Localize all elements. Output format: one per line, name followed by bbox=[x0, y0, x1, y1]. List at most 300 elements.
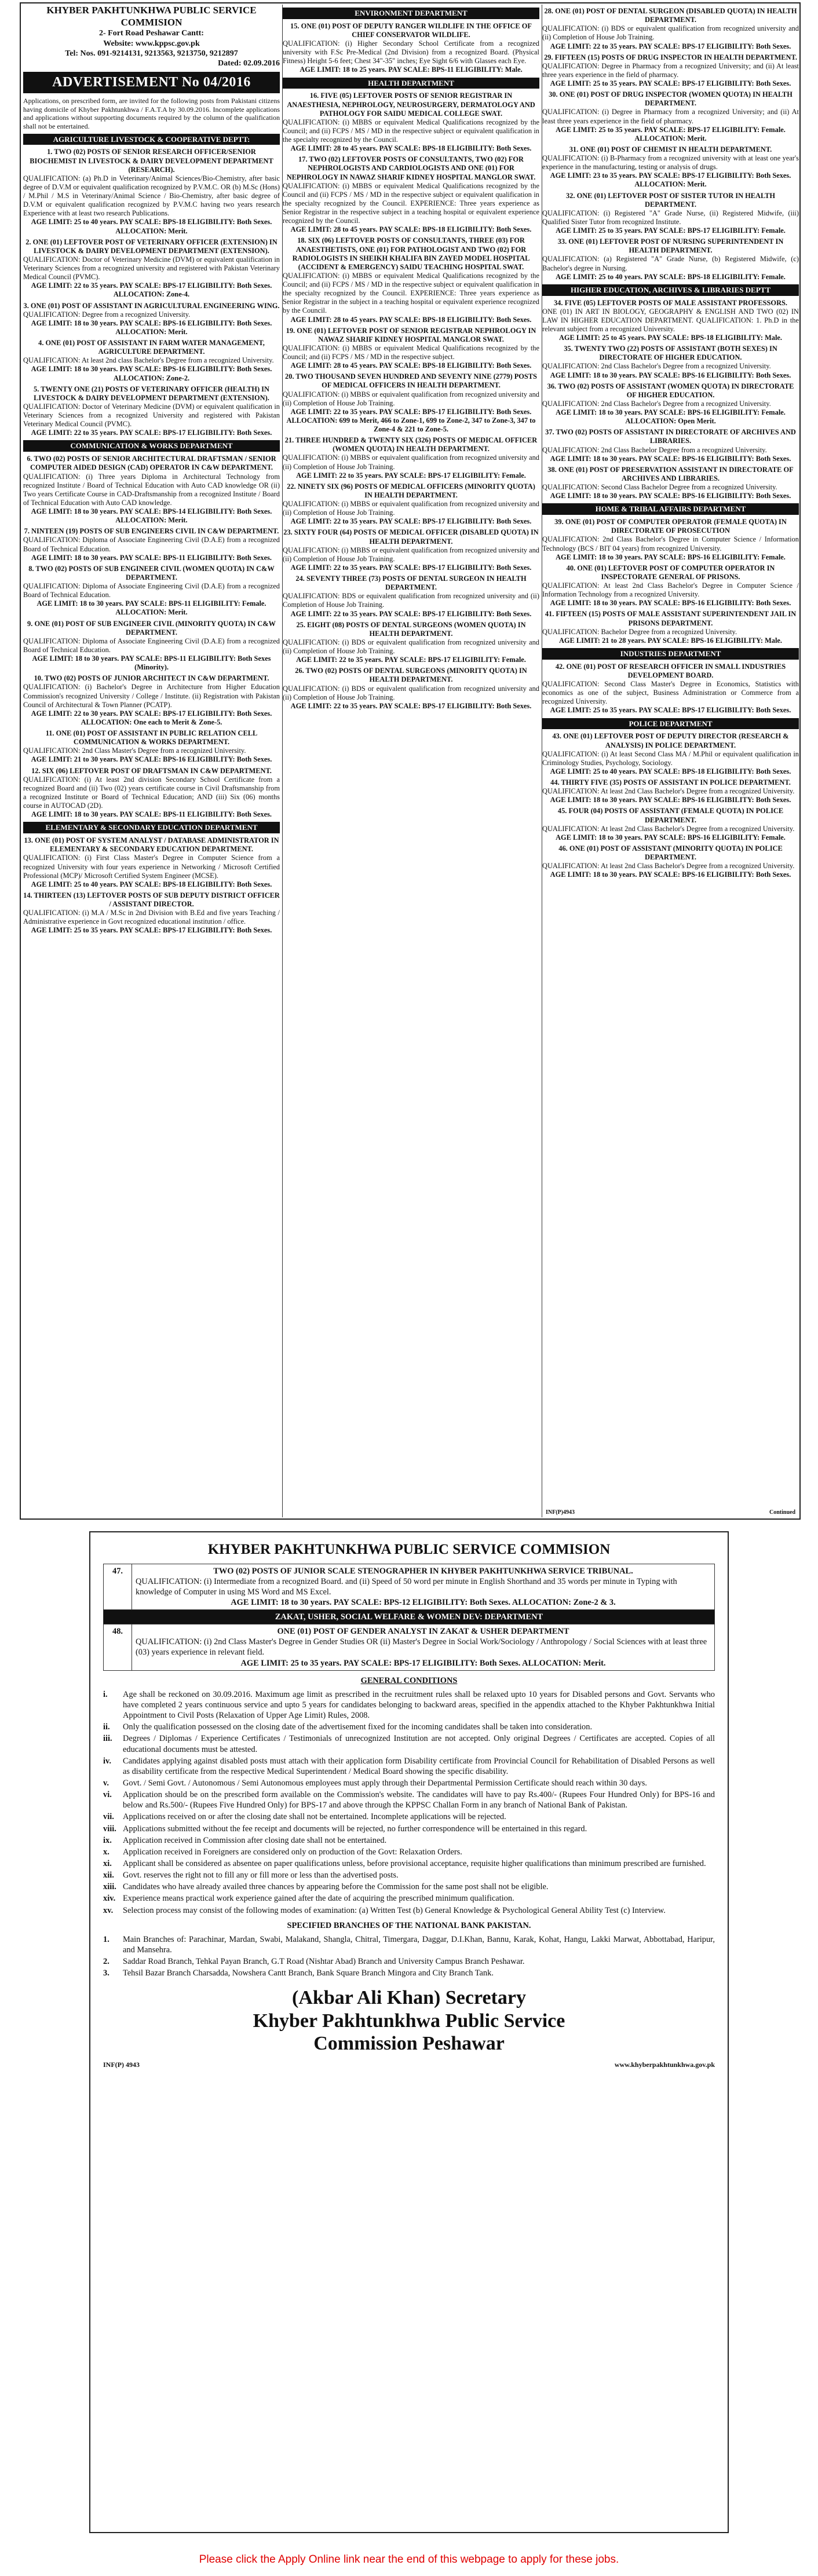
condition-item bbox=[103, 1893, 715, 1904]
post-title bbox=[283, 482, 539, 500]
post-number: 10. bbox=[34, 674, 45, 683]
apply-online-banner[interactable]: Please click the Apply Online link near the end of this webpage to apply for these jobs. bbox=[199, 2553, 619, 2566]
post-title-text: ONE (01) LEFTOVER POST OF COMPUTER OPERATOR IN INSPECTORATE GENERAL OF PRISONS. bbox=[577, 564, 775, 581]
job-post bbox=[542, 192, 799, 236]
condition-item bbox=[103, 1858, 715, 1869]
post-number: 23. bbox=[283, 528, 294, 537]
condition-item bbox=[103, 1835, 715, 1846]
post-meta: AGE LIMIT: 22 to 35 years. PAY SCALE: BPS-17 ELIGIBILITY: Both Sexes. bbox=[290, 563, 532, 572]
post-number: 40. bbox=[566, 564, 578, 572]
post-title bbox=[23, 620, 280, 637]
condition-text: Degrees / Diplomas / Experience Certificates / Testimonials of unrecognized Institution are not accepted. Only original Degrees / Certificates are accepted. Copies of all educational documents must be attested. bbox=[123, 1734, 715, 1754]
post-title bbox=[542, 844, 799, 862]
post-title-text: ONE (01) POST OF ASSISTANT (MINORITY QUOTA) IN POLICE DEPARTMENT. bbox=[569, 844, 783, 862]
post-title bbox=[542, 90, 799, 108]
job-post bbox=[542, 428, 799, 463]
post-qualification: QUALIFICATION: At least 2nd Class Bachelor's Degree from a recognized University. bbox=[542, 862, 795, 870]
column-3 bbox=[542, 5, 799, 1517]
condition-text: Experience means practical work experience gained after the date of acquiring the prescribed minimum qualification. bbox=[123, 1894, 514, 1904]
condition-item bbox=[103, 1882, 715, 1892]
post-title bbox=[23, 836, 280, 854]
post-cell bbox=[132, 1624, 715, 1671]
post-title-text: FIVE (05) LEFTOVER POSTS OF SENIOR REGISTRAR IN ANAESTHESIA, NEPHROLOGY, NEUROSURGERY, DERMATOLOGY AND PATHOLOGY FOR SAIDU MEDICAL COLLEGE SWAT. bbox=[287, 92, 535, 118]
intro-text: Applications, on prescribed form, are invited for the following posts from Pakistani citizens having domicile of Khyber Pakhtunkhwa / F.A.T.A by 30.09.2016. Incomplete applications and applications without supporting documents required by the column of the qualification shall not be entertained. bbox=[23, 97, 280, 130]
post-meta: AGE LIMIT: 25 to 35 years. PAY SCALE: BPS-17 ELIGIBILITY: Both Sexes. ALLOCATION: Merit. bbox=[240, 1658, 606, 1668]
post-title bbox=[542, 345, 799, 362]
post-qualification: QUALIFICATION: Second Class Master's Degree in Economics, Statistics with economics as one of the subject, Business Administration or Commerce from a recognized University. bbox=[542, 680, 799, 706]
condition-item bbox=[103, 1722, 715, 1732]
post-number: 1. bbox=[47, 148, 54, 156]
post-title bbox=[23, 455, 280, 472]
condition-number: xiv. bbox=[103, 1894, 116, 1904]
post-title-text: SIX (06) LEFTOVER POST OF DRAFTSMAN IN C&W DEPARTMENT. bbox=[42, 766, 272, 775]
post-number: 25. bbox=[296, 620, 308, 629]
post-meta: AGE LIMIT: 18 to 30 years. PAY SCALE: BPS-16 ELIGIBILITY: Both Sexes. ALLOCATION: Merit. bbox=[31, 319, 272, 336]
job-post bbox=[542, 518, 799, 562]
condition-number: iv. bbox=[103, 1756, 111, 1766]
post-number: 9. bbox=[27, 619, 35, 628]
post-title-text: ONE (01) POST OF COMPUTER OPERATOR (FEMALE QUOTA) IN DIRECTORATE OF PROSECUTION bbox=[565, 518, 787, 535]
post-meta: AGE LIMIT: 22 to 35 years. PAY SCALE: BPS-17 ELIGIBILITY: Female. bbox=[296, 471, 526, 480]
post-title-text: THIRTY FIVE (35) POSTS OF ASSISTANT IN POLICE DEPARTMENT. bbox=[561, 778, 791, 787]
post-number: 15. bbox=[290, 21, 301, 30]
branch-text: Main Branches of: Parachinar, Mardan, Swabi, Malakand, Shangla, Chitral, Timergara, Daggar, D.I.Khan, Bannu, Karak, Kohat, Hangu, Lakki Marwat, Abbottabad, Haripur, and Mansehra. bbox=[123, 1934, 715, 1955]
post-number: 47. bbox=[104, 1564, 132, 1610]
post-meta: AGE LIMIT: 25 to 45 years. PAY SCALE: BPS-18 ELIGIBILITY: Male. bbox=[558, 334, 783, 342]
post-title-text: ONE (01) POST OF ASSISTANT IN FARM WATER MANAGEMENT, AGRICULTURE DEPARTMENT. bbox=[45, 339, 265, 356]
post-number: 44. bbox=[550, 778, 561, 787]
post-title-text: ONE (01) POST OF SYSTEM ANALYST / DATABASE ADMINISTRATOR IN ELEMENTARY & SECONDARY EDUCATION DEPARTMENT. bbox=[35, 836, 279, 854]
post-qualification: ONE (01) IN ART IN BIOLOGY, GEOGRAPHY & ENGLISH AND TWO (02) IN LAW IN HIGHER EDUCATION DEPARTMENT. QUALIFICATION: 1. Ph.D in the relevant subject from a recognized University. bbox=[542, 307, 799, 333]
post-meta: AGE LIMIT: 25 to 40 years. PAY SCALE: BPS-18 ELIGIBILITY: Both Sexes. ALLOCATION: Merit. bbox=[31, 218, 272, 235]
post-qualification: QUALIFICATION: (i) Three years Diploma in Architectural Technology from recognized Institute / Board of Technical Education with Auto CAD knowledge OR (ii) Two years Certificate Course in CAD-Draftsmanship from a recognized Institute / Board of Technical Education with Auto CAD knowledge. bbox=[23, 472, 280, 507]
job-post bbox=[283, 436, 539, 480]
post-title-text: ONE (01) POST OF DEPUTY RANGER WILDLIFE IN THE OFFICE OF CHIEF CONSERVATOR WILDLIFE. bbox=[301, 21, 532, 39]
post-qualification: QUALIFICATION: (i) MBBS or equivalent qualification from recognized university and (ii) Completion of House Job Training. bbox=[283, 500, 539, 517]
post-meta: AGE LIMIT: 18 to 30 years. PAY SCALE: BPS-16 ELIGIBILITY: Female. bbox=[556, 552, 786, 561]
post-title bbox=[542, 145, 799, 154]
post-title bbox=[23, 385, 280, 402]
post-meta: AGE LIMIT: 18 to 30 years. PAY SCALE: BPS-12 ELIGIBILITY: Both Sexes. ALLOCATION: Zone-2 & 3. bbox=[231, 1597, 616, 1607]
post-title-text: ONE (01) POST OF ASSISTANT IN AGRICULTURAL ENGINEERING WING. bbox=[30, 301, 280, 310]
post-number: 46. bbox=[558, 844, 569, 852]
job-post bbox=[23, 767, 280, 819]
post-number: 30. bbox=[549, 90, 560, 99]
post-title-text: ONE (01) LEFTOVER POST OF SISTER TUTOR IN HEALTH DEPARTMENT. bbox=[576, 191, 776, 208]
advertisement-title: ADVERTISEMENT No 04/2016 bbox=[23, 72, 280, 93]
job-post bbox=[23, 527, 280, 562]
job-post bbox=[542, 53, 799, 89]
post-number: 6. bbox=[27, 455, 34, 463]
post-title bbox=[23, 302, 280, 310]
post-number: 37. bbox=[545, 428, 556, 437]
header bbox=[23, 5, 280, 68]
condition-text: Candidates who have already availed three chances by appearing before the Commission for the same post shall not be eligible. bbox=[123, 1882, 549, 1892]
post-title bbox=[542, 428, 799, 445]
post-number: 41. bbox=[545, 610, 556, 619]
post-meta: AGE LIMIT: 18 to 30 years. PAY SCALE: BPS-16 ELIGIBILITY: Both Sexes. bbox=[550, 599, 791, 608]
post-title-text: TWO (02) POSTS OF SUB ENGINEER CIVIL (WOMEN QUOTA) IN C&W DEPARTMENT. bbox=[35, 564, 275, 581]
job-post bbox=[283, 22, 539, 75]
post-title bbox=[283, 155, 539, 181]
post-qualification: QUALIFICATION: Diploma of Associate Engineering Civil (D.A.E) from a recognized Board of Technical Education. bbox=[23, 636, 280, 654]
branch-text: Saddar Road Branch, Tehkal Payan Branch, G.T Road (Nishtar Abad) Branch and University Campus Branch Peshawar. bbox=[123, 1957, 525, 1967]
post-title-text: EIGHT (08) POSTS OF DENTAL SURGEONS (WOMEN QUOTA) IN HEALTH DEPARTMENT. bbox=[307, 620, 526, 638]
condition-number: viii. bbox=[103, 1824, 116, 1834]
branch-item bbox=[103, 1968, 715, 1978]
job-post bbox=[283, 482, 539, 526]
job-post bbox=[542, 90, 799, 143]
job-post bbox=[23, 729, 280, 764]
continued-label: Continued bbox=[769, 1509, 795, 1516]
post-qualification: QUALIFICATION: (i) MBBS or equivalent Medical Qualifications recognized by the Council; and (ii) FCPS / MS / MD in the respective subject or equivalent qualification in the specialty recognized by the Council. EXPERIENCE: Three years experience as Senior Registrar in the subject in a teaching hospital or equivalent experience recognized by the Council. bbox=[283, 271, 539, 315]
condition-number: xii. bbox=[103, 1871, 114, 1880]
post-meta: AGE LIMIT: 22 to 35 years. PAY SCALE: BPS-17 ELIGIBILITY: Both Sexes. bbox=[31, 429, 272, 437]
post-qualification: QUALIFICATION: Degree from a recognized University. bbox=[23, 310, 191, 319]
post-number: 13. bbox=[24, 836, 35, 845]
post-meta: AGE LIMIT: 18 to 30 years. PAY SCALE: BPS-11 ELIGIBILITY: Both Sexes. bbox=[31, 810, 272, 819]
job-post bbox=[542, 299, 799, 343]
post-number: 3. bbox=[23, 301, 31, 310]
post-number: 36. bbox=[547, 382, 558, 390]
job-post bbox=[283, 236, 539, 324]
post-number: 14. bbox=[23, 891, 34, 899]
general-conditions-title: GENERAL CONDITIONS bbox=[360, 1675, 458, 1685]
condition-text: Application should be on the prescribed form available on the Commission's website. The candidates will have to pay Rs.400/- (Rupees Four Hundred Only) for BPS-16 and below and Rs.500/- (Rupees Five Hundred Only) for BPS-17 and above through the KPPSC Challan Form in any branch of National Bank of Pakistan. bbox=[123, 1790, 715, 1810]
post-meta: AGE LIMIT: 18 to 30 years. PAY SCALE: BPS-11 ELIGIBILITY: Female. ALLOCATION: Merit. bbox=[36, 599, 266, 617]
job-post bbox=[542, 610, 799, 645]
department-heading: INDUSTRIES DEPARTMENT bbox=[542, 648, 799, 660]
post-title: ONE (01) POST OF GENDER ANALYST IN ZAKAT & USHER DEPARTMENT bbox=[277, 1627, 569, 1637]
column-2 bbox=[282, 5, 539, 1517]
department-heading: HEALTH DEPARTMENT bbox=[283, 78, 539, 89]
post-number: 39. bbox=[554, 518, 565, 526]
post-meta: AGE LIMIT: 25 to 40 years. PAY SCALE: BPS-18 ELIGIBILITY: Both Sexes. bbox=[31, 880, 272, 888]
post-qualification: QUALIFICATION: Doctor of Veterinary Medicine (DVM) or equivalent qualification in Veterinary Sciences from a recognized university and registered with Pakistan Veterinary Medical Council (PVMC). bbox=[23, 255, 280, 281]
department-heading: AGRICULTURE LIVESTOCK & COOPERATIVE DEPTT: bbox=[23, 134, 280, 145]
post-title bbox=[23, 729, 280, 747]
signature-line: (Akbar Ali Khan) Secretary bbox=[292, 1987, 526, 2009]
job-post bbox=[542, 564, 799, 608]
job-post bbox=[542, 807, 799, 842]
post-meta: AGE LIMIT: 18 to 30 years. PAY SCALE: BPS-16 ELIGIBILITY: Both Sexes. ALLOCATION: Zone-2. bbox=[31, 365, 272, 382]
post-qualification: QUALIFICATION: (i) MBBS or equivalent Medical Qualifications recognized by the Council and (ii) FCPS / MS / MD in the respective subject or equivalent qualification in the specialty recognized by the Council. EXPERIENCE: Three years experience as Senior Registrar in the respective subject in a teaching hospital or equivalent experience recognized by the Council. bbox=[283, 181, 539, 225]
post-title-text: TWO (02) POSTS OF JUNIOR ARCHITECT IN C&W DEPARTMENT. bbox=[44, 674, 269, 683]
post-number: 28. bbox=[544, 7, 556, 15]
post-qualification: QUALIFICATION: Doctor of Veterinary Medicine (DVM) or equivalent qualification in Veterinary Sciences from a recognized University and registered with Pakistan Veterinary Medical Council (PVMC). bbox=[23, 402, 280, 429]
job-post bbox=[283, 575, 539, 619]
post-qualification: QUALIFICATION: 2nd Class Bachelor's Degree from a recognized University. bbox=[542, 399, 771, 408]
post-title-text: FIFTEEN (15) POSTS OF MALE ASSISTANT SUPERINTENDENT JAIL IN PRISONS DEPARTMENT. bbox=[556, 610, 797, 627]
post-qualification: QUALIFICATION: (i) Registered "A" Grade Nurse, (ii) Registered Midwife, (iii) Qualified Sister Tutor from recognized Institute. bbox=[542, 208, 799, 226]
post-title bbox=[542, 53, 799, 62]
post-title bbox=[283, 92, 539, 118]
post-number: 38. bbox=[547, 465, 558, 474]
header-org: KHYBER PAKHTUNKHWA PUBLIC SERVICE COMMISION bbox=[46, 5, 257, 28]
condition-item bbox=[103, 1756, 715, 1777]
post-qualification: QUALIFICATION: 2nd Class Bachelor's Degree from a recognized University. bbox=[542, 362, 771, 371]
post-meta: AGE LIMIT: 25 to 35 years. PAY SCALE: BPS-17 ELIGIBILITY: Female. bbox=[556, 226, 786, 235]
condition-number: iii. bbox=[103, 1734, 112, 1744]
condition-item bbox=[103, 1812, 715, 1822]
post-title-text: ONE (01) POST OF RESEARCH OFFICER IN SMALL INDUSTRIES DEVELOPMENT BOARD. bbox=[566, 662, 786, 679]
post-qualification: QUALIFICATION: BDS or equivalent qualification from recognized university and (ii) Completion of House Job Training. bbox=[283, 592, 539, 609]
job-post bbox=[542, 382, 799, 426]
post-meta: AGE LIMIT: 25 to 40 years. PAY SCALE: BPS-18 ELIGIBILITY: Both Sexes. bbox=[550, 767, 791, 775]
post-title-text: NINETY SIX (96) POSTS OF MEDICAL OFFICERS (MINORITY QUOTA) IN HEALTH DEPARTMENT. bbox=[297, 482, 535, 499]
post-title bbox=[283, 22, 539, 39]
post-title-text: ONE (01) POST OF SUB ENGINEER CIVIL (MINORITY QUOTA) IN C&W DEPARTMENT. bbox=[34, 619, 276, 636]
post-title-text: FIVE (05) LEFTOVER POSTS OF MALE ASSISTANT PROFESSORS. bbox=[564, 298, 788, 307]
job-post bbox=[542, 466, 799, 501]
post-title bbox=[542, 732, 799, 749]
header-website: Website: www.kppsc.gov.pk bbox=[103, 39, 200, 48]
post-title-text: TWO (02) POSTS OF ASSISTANT (WOMEN QUOTA) IN DIRECTORATE OF HIGHER EDUCATION. bbox=[558, 382, 794, 399]
post-title-text: TWO (02) POSTS OF ASSISTANT IN DIRECTORATE OF ARCHIVES AND LIBRARIES. bbox=[556, 428, 796, 445]
post-qualification: QUALIFICATION: (i) At least Second Class MA / M.Phil or equivalent qualification in Criminology Studies, Psychology, Sociology. bbox=[542, 749, 799, 767]
post-title bbox=[283, 621, 539, 638]
post-qualification: QUALIFICATION: Second Class Bachelor Degree from a recognized University. bbox=[542, 483, 777, 492]
post-meta: AGE LIMIT: 23 to 35 years. PAY SCALE: BPS-17 ELIGIBILITY: Both Sexes. ALLOCATION: Merit. bbox=[550, 171, 791, 189]
post-title bbox=[542, 564, 799, 581]
post-qualification: QUALIFICATION: 2nd Class Master's Degree from a recognized University. bbox=[23, 747, 246, 755]
job-post bbox=[23, 565, 280, 617]
post-meta: AGE LIMIT: 18 to 30 years. PAY SCALE: BPS-16 ELIGIBILITY: Both Sexes. bbox=[550, 870, 791, 879]
post-title-text: SIXTY FOUR (64) POSTS OF MEDICAL OFFICER (DISABLED QUOTA) IN HEALTH DEPARTMENT. bbox=[294, 528, 539, 546]
job-post bbox=[542, 7, 799, 51]
job-post bbox=[542, 844, 799, 880]
post-title bbox=[23, 339, 280, 356]
post-title-text: ONE (01) LEFTOVER POST OF SENIOR REGISTRAR NEPHROLOGY IN NAWAZ SHARIF KIDNEY HOSPITAL MANGLOR SWAT. bbox=[297, 326, 536, 343]
job-post bbox=[283, 327, 539, 371]
job-post bbox=[283, 155, 539, 234]
job-post bbox=[283, 667, 539, 711]
post-number: 24. bbox=[295, 575, 306, 583]
condition-item bbox=[103, 1847, 715, 1857]
bank-branches-list bbox=[103, 1934, 715, 1979]
post-number: 21. bbox=[284, 436, 296, 445]
condition-number: ii. bbox=[103, 1722, 110, 1732]
header-address: 2- Fort Road Peshawar Cantt: bbox=[99, 29, 204, 38]
post-number: 48. bbox=[104, 1624, 132, 1671]
post-title-text: ONE (01) POST OF PRESERVATION ASSISTANT IN DIRECTORATE OF ARCHIVES AND LIBRARIES. bbox=[558, 465, 794, 482]
post-meta: AGE LIMIT: 22 to 35 years. PAY SCALE: BPS-17 ELIGIBILITY: Both Sexes. bbox=[290, 701, 532, 710]
post-number: 42. bbox=[555, 662, 567, 671]
post-title bbox=[542, 192, 799, 209]
post-title-text: FOUR (04) POSTS OF ASSISTANT (FEMALE QUOTA) IN POLICE DEPARTMENT. bbox=[568, 807, 784, 824]
post-meta: AGE LIMIT: 18 to 30 years. PAY SCALE: BPS-16 ELIGIBILITY: Female. bbox=[556, 833, 786, 841]
inf-number-2: INF(P) 4943 bbox=[103, 2060, 140, 2069]
post-meta: AGE LIMIT: 22 to 35 years. PAY SCALE: BPS-17 ELIGIBILITY: Both Sexes. ALLOCATION: Zone-4. bbox=[31, 281, 272, 299]
post-qualification: QUALIFICATION: Degree in Pharmacy from a recognized University; and (ii) At least three years experience in the field of pharmacy. bbox=[542, 61, 799, 79]
condition-text: Age shall be reckoned on 30.09.2016. Maximum age limit as prescribed in the recruitment rules shall be relaxed upto 10 years for Disabled persons and Govt. Servants who have completed 2 years continuous service and upto 5 years for candidates belonging to backward areas, specified in the appendix attached to the Khyber Pakhtunkhwa Initial Appointment to Civil Posts (Relaxation of Upper Age Limit) Rules, 2008. bbox=[123, 1689, 715, 1721]
post-title-text: TWO THOUSAND SEVEN HUNDRED AND SEVENTY NINE (2779) POSTS OF MEDICAL OFFICERS IN HEALTH DEPARTMENT. bbox=[295, 372, 537, 390]
post-qualification: QUALIFICATION: (i) BDS or equivalent qualification from recognized university and (ii) Completion of House Job Training. bbox=[542, 24, 799, 42]
condition-number: i. bbox=[103, 1689, 108, 1699]
post-meta: AGE LIMIT: 22 to 30 years. PAY SCALE: BPS-17 ELIGIBILITY: Both Sexes. ALLOCATION: One each to Merit & Zone-5. bbox=[31, 709, 272, 726]
post-meta: AGE LIMIT: 22 to 35 years. PAY SCALE: BPS-17 ELIGIBILITY: Both Sexes. bbox=[290, 609, 532, 618]
post-qualification: QUALIFICATION: (i) At least 2nd division Secondary School Certificate from a recognized Board and (ii) Two (02) years certificate course in Civil Draftsmanship from a recognized Institute or Board of Technical Education; AND (iii) Six (06) months course in AUTOCAD (2D). bbox=[23, 775, 280, 810]
post-qualification: QUALIFICATION: (a) Registered "A" Grade Nurse, (b) Registered Midwife, (c) Bachelor's degree in Nursing. bbox=[542, 255, 799, 272]
post-qualification: QUALIFICATION: (i) Higher Secondary School Certificate from a recognized university with F.Sc Pre-Medical (2nd Division) from a recognized Board. (Physical Fitness) Height 5-6 feet; Chest 34"-35" inches; Eye Sight 6/6 with Glasses each Eye. bbox=[283, 39, 539, 65]
bank-branches-title: SPECIFIED BRANCHES OF THE NATIONAL BANK PAKISTAN. bbox=[287, 1920, 531, 1930]
post-qualification: QUALIFICATION: (i) MBBS or equivalent qualification from recognized university and (ii) Completion of House Job Training. bbox=[283, 390, 539, 407]
post-qualification: QUALIFICATION: (i) Bachelor's Degree in Architecture from Higher Education Commission's recognized University / College / Institute. (ii) Registration with Pakistan Council of Architectural & Town Planner (PCATP). bbox=[23, 683, 280, 709]
condition-number: x. bbox=[103, 1847, 109, 1857]
post-title bbox=[23, 767, 280, 775]
post-title-text: TWENTY TWO (22) POSTS OF ASSISTANT (BOTH SEXES) IN DIRECTORATE OF HIGHER EDUCATION. bbox=[574, 345, 777, 362]
condition-text: Applications submitted without the fee receipt and documents will be rejected, no further correspondence will be entertained in this regard. bbox=[123, 1824, 587, 1834]
post-meta: AGE LIMIT: 25 to 40 years. PAY SCALE: BPS-18 ELIGIBILITY: Female. bbox=[556, 272, 786, 281]
post-title-text: SIX (06) LEFTOVER POSTS OF CONSULTANTS, THREE (03) FOR ANAESTHETISTS, ONE (01) FOR PATHOLOGIST AND TWO (02) FOR RADIOLOGISTS IN SHEIKH KHALIFA BIN ZAYED MODEL HOSPITAL (ACCIDENT & EMERGENCY) SAIDU TEACHING HOSPITAL SWAT. bbox=[292, 236, 530, 271]
post-title-text: ONE (01) POST OF CHEMIST IN HEALTH DEPARTMENT. bbox=[580, 145, 772, 153]
job-post bbox=[283, 621, 539, 665]
post-number: 26. bbox=[295, 667, 306, 675]
column-1 bbox=[23, 5, 280, 1517]
post-qualification: QUALIFICATION: 2nd Class Bachelor Degree from a recognized University. bbox=[542, 445, 767, 454]
post-title bbox=[542, 466, 799, 483]
post-qualification: QUALIFICATION: (i) B-Pharmacy from a recognized university with at least one year's experience in the manufacturing, testing or analysis of drugs. bbox=[542, 154, 799, 171]
inf-number: INF(P)4943 bbox=[546, 1509, 575, 1516]
condition-number: ix. bbox=[103, 1835, 112, 1845]
post-title-text: ONE (01) LEFTOVER POST OF DEPUTY DIRECTOR (RESEARCH & ANALYSIS) IN POLICE DEPARTMENT. bbox=[563, 732, 789, 749]
post-meta: AGE LIMIT: 28 to 45 years. PAY SCALE: BPS-18 ELIGIBILITY: Both Sexes. bbox=[290, 225, 532, 234]
job-post bbox=[542, 663, 799, 715]
condition-text: Selection process may consist of the following modes of examination: (a) Written Test (b) General Knowledge & Psychological General Ability Test (c) Interview. bbox=[123, 1905, 666, 1915]
post-meta: AGE LIMIT: 18 to 30 years. PAY SCALE: BPS-16 ELIGIBILITY: Both Sexes. bbox=[550, 492, 791, 500]
condition-text: Govt. reserves the right not to fill any or fill more or less than the advertised posts. bbox=[123, 1871, 399, 1880]
condition-item bbox=[103, 1778, 715, 1788]
post-qualification: QUALIFICATION: (i) MBBS or equivalent Medical Qualifications recognized by the Council; and (ii) FCPS / MS / MD in the respective subject. bbox=[283, 343, 539, 361]
column-3-posts bbox=[542, 7, 799, 879]
condition-item bbox=[103, 1689, 715, 1721]
post-title bbox=[542, 778, 799, 787]
post-number: 32. bbox=[565, 191, 577, 200]
post-title bbox=[23, 565, 280, 582]
post-qualification: QUALIFICATION: Diploma of Associate Engineering Civil (D.A.E) from a recognized Board of Technical Education. bbox=[23, 582, 280, 599]
post-qualification: QUALIFICATION: (i) Intermediate from a recognized Board. and (ii) Speed of 50 word per minute in English Shorthand and 35 words per minute in Typing with knowledge of Computer in using MS Word and MS Excel. bbox=[136, 1576, 677, 1597]
condition-item bbox=[103, 1870, 715, 1880]
post-meta: AGE LIMIT: 22 to 35 years. PAY SCALE: BPS-17 ELIGIBILITY: Both Sexes. bbox=[290, 517, 532, 526]
job-post bbox=[542, 732, 799, 776]
condition-number: xiii. bbox=[103, 1882, 116, 1892]
post-qualification: QUALIFICATION: (i) 2nd Class Master's Degree in Gender Studies OR (ii) Master's Degree in Social Work/Sociology / Anthropology / Social Sciences with at least three (03) years experience in relevant field. bbox=[136, 1637, 707, 1657]
post-qualification: QUALIFICATION: At least 2nd Class Bachelor's Degree from a recognized University. bbox=[542, 824, 795, 833]
page-2-footer bbox=[103, 2061, 715, 2069]
department-heading: ENVIRONMENT DEPARTMENT bbox=[283, 8, 539, 19]
job-post bbox=[23, 385, 280, 438]
post-title bbox=[542, 237, 799, 255]
job-post bbox=[542, 345, 799, 380]
post-meta: AGE LIMIT: 28 to 45 years. PAY SCALE: BPS-18 ELIGIBILITY: Both Sexes. bbox=[290, 361, 532, 370]
post-title-text: FIFTEEN (15) POSTS OF DRUG INSPECTOR IN HEALTH DEPARTMENT. bbox=[554, 53, 797, 61]
post-number: 29. bbox=[544, 53, 555, 61]
department-heading: HIGHER EDUCATION, ARCHIVES & LIBRARIES DEPTT bbox=[542, 284, 799, 296]
branch-item bbox=[103, 1956, 715, 1967]
job-post bbox=[283, 372, 539, 434]
post-qualification: QUALIFICATION: Bachelor Degree from a recognized University. bbox=[542, 627, 737, 636]
post-title bbox=[542, 518, 799, 535]
condition-item bbox=[103, 1790, 715, 1810]
post-number: 11. bbox=[45, 729, 56, 738]
condition-number: v. bbox=[103, 1779, 109, 1788]
post-title-text: TWENTY ONE (21) POSTS OF VETERINARY OFFICER (HEALTH) IN LIVESTOCK & DAIRY DEVELOPMENT DEPARTMENT (EXTENSION). bbox=[34, 385, 269, 402]
post-title bbox=[542, 382, 799, 400]
post-qualification: QUALIFICATION: (i) M.A / M.Sc in 2nd Division with B.Ed and five years Teaching / Administrative experience in Govt recognized educational institution / office. bbox=[23, 909, 280, 926]
branch-number: 3. bbox=[103, 1968, 109, 1978]
post-title bbox=[542, 610, 799, 627]
advertisement-page-1 bbox=[20, 2, 801, 1520]
branch-number: 2. bbox=[103, 1957, 109, 1967]
post-title-text: ONE (01) POST OF DENTAL SURGEON (DISABLED QUOTA) IN HEALTH DEPARTMENT. bbox=[555, 7, 797, 24]
post-number: 12. bbox=[31, 766, 42, 775]
condition-item bbox=[103, 1905, 715, 1916]
job-post bbox=[23, 339, 280, 383]
post-number: 8. bbox=[28, 564, 36, 573]
job-post bbox=[542, 778, 799, 804]
post-qualification: QUALIFICATION: At least 2nd class Bachelor's Degree from a recognized University. bbox=[23, 356, 274, 365]
post-number: 45. bbox=[557, 807, 569, 815]
post-number: 4. bbox=[38, 339, 46, 347]
page-2-title: KHYBER PAKHTUNKHWA PUBLIC SERVICE COMMISION bbox=[207, 1542, 611, 1557]
post-meta: AGE LIMIT: 18 to 30 years. PAY SCALE: BPS-11 ELIGIBILITY: Both Sexes (Minority). bbox=[32, 654, 271, 672]
post-title-text: ONE (01) LEFTOVER POST OF VETERINARY OFFICER (EXTENSION) IN LIVESTOCK & DAIRY DEVELOPMENT DEPARTMENT (EXTENSION). bbox=[32, 237, 277, 255]
post-title bbox=[542, 7, 799, 24]
post-meta: AGE LIMIT: 18 to 25 years. PAY SCALE: BPS-11 ELIGIBILITY: Male. bbox=[300, 65, 523, 74]
job-post bbox=[23, 891, 280, 935]
post-title-text: ONE (01) POST OF ASSISTANT IN PUBLIC RELATION CELL COMMUNICATION & WORKS DEPARTMENT. bbox=[56, 729, 258, 747]
post-title bbox=[23, 891, 280, 909]
post-meta: AGE LIMIT: 25 to 35 years. PAY SCALE: BPS-17 ELIGIBILITY: Both Sexes. bbox=[550, 706, 791, 715]
post-title bbox=[23, 238, 280, 255]
website-link[interactable]: www.khyberpakhtunkhwa.gov.pk bbox=[614, 2060, 715, 2069]
header-dated: Dated: 02.09.2016 bbox=[218, 58, 280, 68]
post-meta: AGE LIMIT: 18 to 30 years. PAY SCALE: BPS-11 ELIGIBILITY: Both Sexes. bbox=[31, 553, 272, 562]
post-number: 31. bbox=[569, 145, 580, 153]
condition-text: Application received in Foreigners are considered only on production of the Govt: Relaxation Orders. bbox=[123, 1847, 462, 1857]
table-row bbox=[104, 1624, 715, 1671]
post-title-text: THREE HUNDRED & TWENTY SIX (326) POSTS OF MEDICAL OFFICER (WOMEN QUOTA) IN HEALTH DEPARTMENT. bbox=[295, 436, 538, 453]
condition-number: xi. bbox=[103, 1859, 112, 1869]
post-number: 7. bbox=[24, 527, 32, 536]
signature-line: Commission Peshawar bbox=[313, 2032, 505, 2054]
post-title-text: TWO (02) LEFTOVER POSTS OF CONSULTANTS, TWO (02) FOR NEPHROLOGISTS AND CARDIOLOGISTS AND ONE (01) FOR NEPHROLOGY IN NAWAZ SHARIF KIDNEY HOSPITAL MANGLOR SWAT. bbox=[286, 155, 536, 181]
column-1-posts bbox=[23, 134, 280, 935]
post-number: 43. bbox=[552, 732, 564, 741]
condition-text: Applications received on or after the closing date shall not be entertained. Incomplete applications will be rejected. bbox=[123, 1812, 506, 1822]
post-meta: AGE LIMIT: 22 to 35 years. PAY SCALE: BPS-17 ELIGIBILITY: Both Sexes. ALLOCATION: 699 to Merit, 466 to Zone-1, 699 to Zone-2, 347 to Zone-3, 347 to Zone-4 & 221 to Zone-5. bbox=[286, 407, 536, 434]
post-meta: AGE LIMIT: 22 to 35 years. PAY SCALE: BPS-17 ELIGIBILITY: Both Sexes. bbox=[550, 42, 791, 50]
post-number: 18. bbox=[297, 236, 308, 245]
job-post bbox=[23, 620, 280, 672]
post-title bbox=[542, 299, 799, 308]
post-cell bbox=[132, 1564, 715, 1610]
post-qualification: QUALIFICATION: (i) BDS or equivalent qualification from recognized university and (ii) Completion of House Job Training. bbox=[283, 638, 539, 656]
condition-item bbox=[103, 1824, 715, 1834]
post-title bbox=[283, 575, 539, 592]
signature-block bbox=[103, 1986, 715, 2054]
job-post bbox=[23, 455, 280, 525]
job-post bbox=[23, 148, 280, 235]
posts-table bbox=[103, 1564, 715, 1671]
post-number: 35. bbox=[564, 345, 575, 353]
post-qualification: QUALIFICATION: (i) BDS or equivalent qualification from recognized university and (ii) Completion of House Job Training. bbox=[283, 684, 539, 701]
post-meta: AGE LIMIT: 21 to 28 years. PAY SCALE: BPS-16 ELIGIBILITY: Male. bbox=[558, 636, 783, 645]
department-heading: ELEMENTARY & SECONDARY EDUCATION DEPARTMENT bbox=[23, 822, 280, 833]
post-meta: AGE LIMIT: 25 to 35 years. PAY SCALE: BPS-17 ELIGIBILITY: Both Sexes. bbox=[31, 926, 272, 935]
post-number: 5. bbox=[34, 385, 41, 393]
job-post bbox=[283, 92, 539, 153]
